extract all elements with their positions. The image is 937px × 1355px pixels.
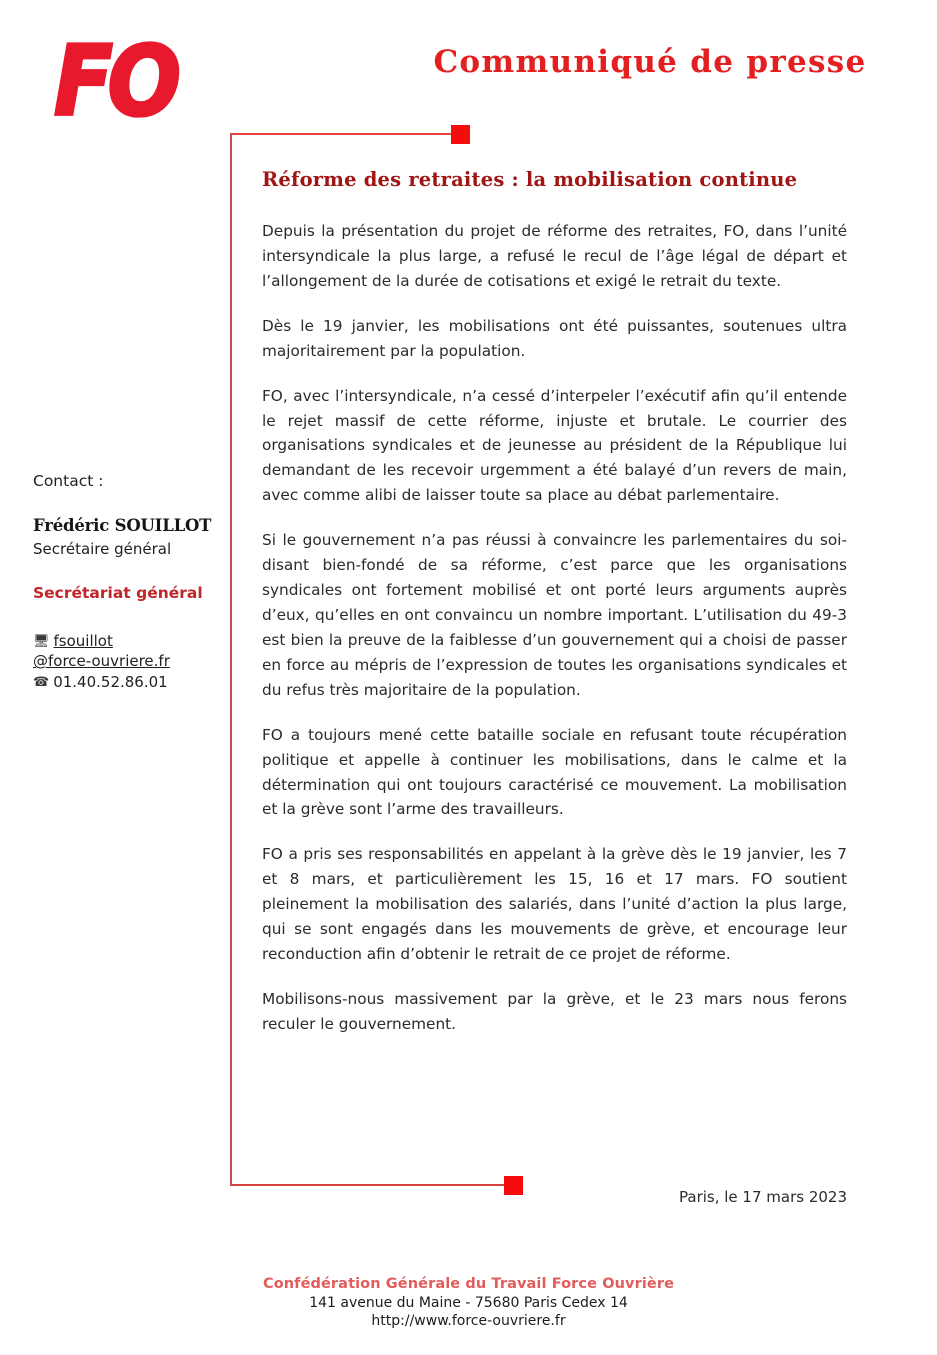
contact-email-domain[interactable]: @force-ouvriere.fr bbox=[33, 652, 170, 671]
contact-phone: 01.40.52.86.01 bbox=[53, 672, 168, 691]
document-body bbox=[262, 219, 847, 1037]
computer-icon: 🖥 bbox=[33, 633, 50, 649]
footer-url[interactable]: http://www.force-ouvriere.fr bbox=[371, 1313, 566, 1329]
frame-top-line bbox=[230, 133, 456, 135]
contact-department: Secrétariat général bbox=[33, 584, 203, 603]
footer-organisation: Confédération Générale du Travail Force Ouvrière bbox=[262, 1276, 675, 1292]
page-footer bbox=[0, 1276, 937, 1329]
frame-vertical-line bbox=[230, 133, 232, 1186]
paragraph: FO, avec l’intersyndicale, n’a cessé d’interpeler l’exécutif afin qu’il entende le rejet massif de cette réforme, injuste et brutale. Le courrier des organisations syndicales et de jeunesse au président de la République lui demandant de les recevoir urgemment a été balayé d’un revers de main, avec comme alibi de laisser toute sa place au débat parlementaire. bbox=[262, 386, 847, 505]
frame-bottom-line bbox=[230, 1184, 508, 1186]
contact-name: Frédéric SOUILLOT bbox=[33, 516, 212, 536]
frame-top-square bbox=[451, 125, 470, 144]
paragraph: Mobilisons-nous massivement par la grève, et le 23 mars nous ferons reculer le gouvernement. bbox=[262, 989, 847, 1033]
paragraph: Si le gouvernement n’a pas réussi à convaincre les parlementaires du soi-disant bien-fondé de sa réforme, c’est parce que les organisations syndicales ont fortement mobilisé et ont porté leurs arguments auprès d’eux, qu’elles en ont convaincu un nombre important. L’utilisation du 49-3 est bien la preuve de la faiblesse d’un gouvernement qui a choisi de passer en force au mépris de l’expression de toutes les organisations syndicales et du refus très majoritaire de la population. bbox=[262, 531, 847, 699]
paragraph: Dès le 19 janvier, les mobilisations ont été puissantes, soutenues ultra majoritairement par la population. bbox=[262, 316, 847, 360]
footer-address: 141 avenue du Maine - 75680 Paris Cedex 14 bbox=[309, 1295, 628, 1311]
paragraph: FO a pris ses responsabilités en appelant à la grève dès le 19 janvier, les 7 et 8 mars, et particulièrement les 15, 16 et 17 mars. FO soutient pleinement la mobilisation des salariés, dans l’unité d’action la plus large, qui se sont engagés dans les mouvements de grève, et encourage leur reconduction afin d’obtenir le retrait de ce projet de réforme. bbox=[262, 845, 847, 964]
paragraph: Depuis la présentation du projet de réforme des retraites, FO, dans l’unité intersyndicale la plus large, a refusé le recul de l’âge légal de départ et l’allongement de la durée de cotisations et exigé le retrait du texte. bbox=[262, 222, 847, 290]
contact-phone-line bbox=[33, 672, 218, 693]
contact-role: Secrétaire général bbox=[33, 540, 172, 559]
contact-email-line-2[interactable] bbox=[33, 651, 218, 672]
press-release-title: Communiqué de presse bbox=[433, 44, 867, 80]
page-title: Réforme des retraites : la mobilisation continue bbox=[262, 168, 798, 191]
contact-block bbox=[33, 470, 218, 693]
contact-email-line-1[interactable] bbox=[33, 631, 218, 652]
contact-label: Contact : bbox=[33, 472, 104, 490]
contact-email-user[interactable]: fsouillot bbox=[53, 631, 113, 650]
telephone-icon: ☎ bbox=[33, 674, 50, 690]
paragraph: FO a toujours mené cette bataille sociale en refusant toute récupération politique et appelle à continuer les mobilisations, dans le calme et la détermination qui ont toujours caractérisé ce mouvement. La mobilisation et la grève sont l’arme des travailleurs. bbox=[262, 725, 847, 819]
place-and-date: Paris, le 17 mars 2023 bbox=[679, 1188, 847, 1206]
fo-logo: FO bbox=[54, 26, 176, 138]
